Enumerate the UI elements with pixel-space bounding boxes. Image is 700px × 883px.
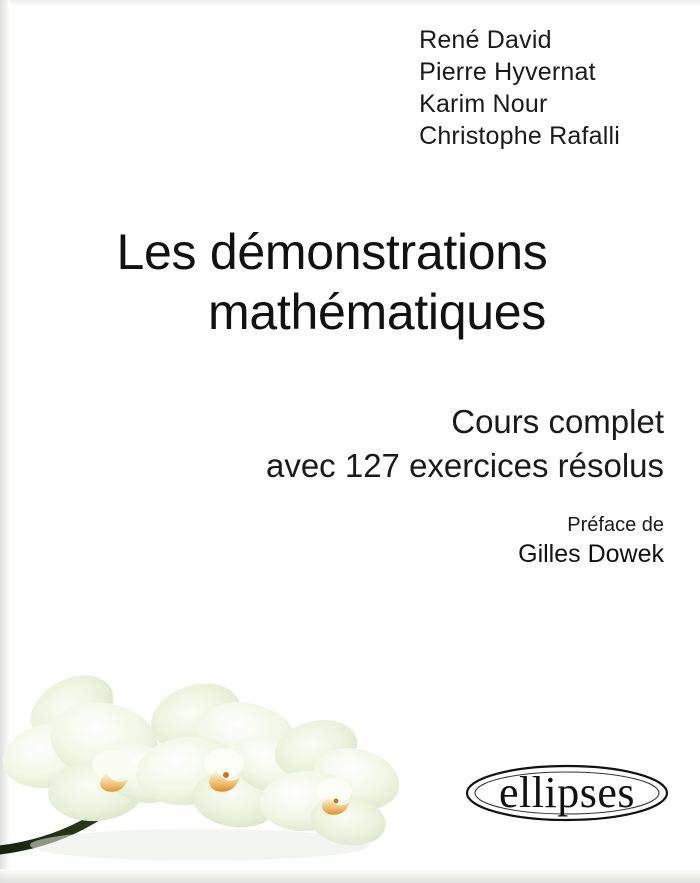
subtitle-line-2: avec 127 exercices résolus [265,447,664,484]
preface-label: Préface de [567,514,664,536]
author-name: René David [419,26,552,54]
author-name: Pierre Hyvernat [419,58,596,86]
publisher-logo [462,755,672,831]
title-line-1: Les démonstrations [116,224,548,280]
author-name: Karim Nour [419,90,548,118]
publisher-name: ellipses [499,768,635,817]
subtitle-line-1: Cours complet [451,403,664,440]
book-subtitle [0,400,700,488]
white-orchid-photo [0,559,430,869]
page-edge-bottom [0,869,700,883]
preface-author-name: Gilles Dowek [518,540,664,568]
book-title [0,222,700,342]
author-name: Christophe Rafalli [419,122,620,150]
author-list [0,24,660,152]
title-line-2: mathématiques [208,284,546,340]
page-edge-top [0,0,700,6]
